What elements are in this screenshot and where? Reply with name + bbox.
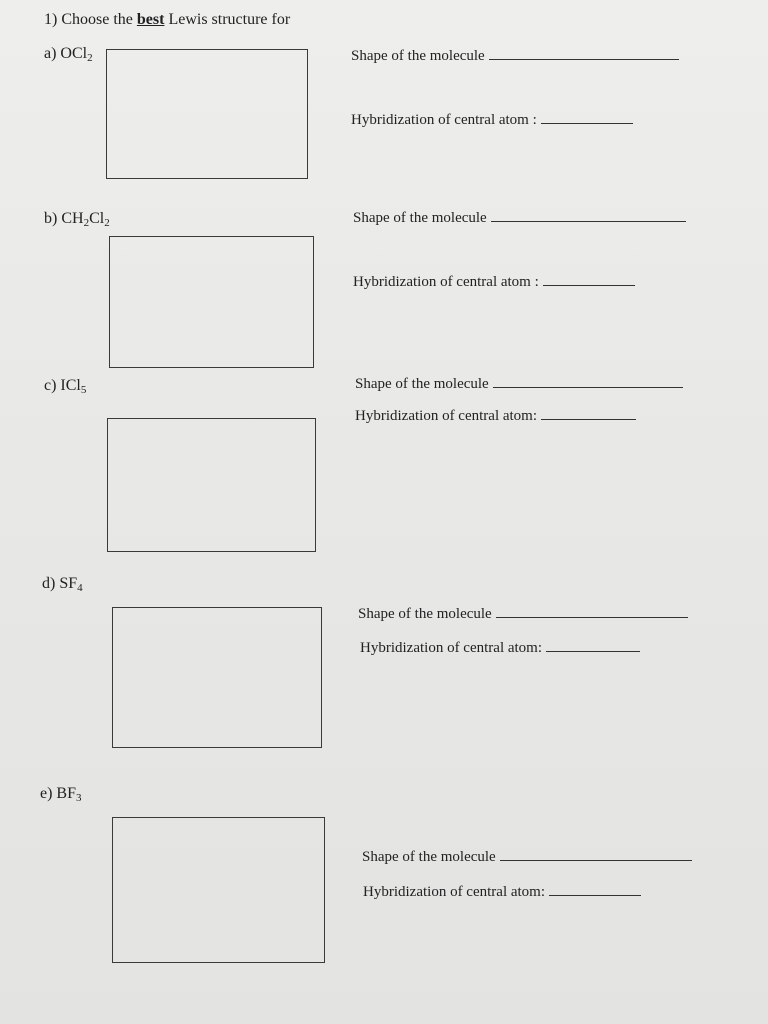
hybridization-answer-line[interactable] (546, 650, 640, 652)
shape-label: Shape of the molecule (351, 48, 485, 64)
shape-label: Shape of the molecule (353, 210, 487, 226)
shape-answer-line[interactable] (491, 220, 686, 222)
shape-answer-line[interactable] (496, 616, 688, 618)
molecule-label-e: e) $BF_3$ (40, 785, 82, 804)
question-emphasis: best (136, 11, 165, 28)
hybridization-label: Hybridization of central atom: (355, 408, 538, 424)
molecule-label-a: a) OCl$_2$ (44, 45, 93, 64)
hybridization-label: Hybridization of central atom: (363, 884, 546, 900)
hybridization-label: Hybridization of central atom : (351, 112, 537, 128)
shape-answer-line[interactable] (489, 58, 679, 60)
hybridization-label: Hybridization of central atom : (353, 274, 539, 290)
shape-label: Shape of the molecule (355, 376, 489, 392)
hybridization-field-b (353, 274, 635, 291)
shape-field-d (358, 606, 688, 623)
hybridization-field-e (363, 884, 641, 901)
hybridization-answer-line[interactable] (549, 894, 641, 896)
shape-answer-line[interactable] (500, 859, 692, 861)
hybridization-answer-line[interactable] (541, 122, 633, 124)
hybridization-field-a (351, 112, 633, 129)
question-title (44, 11, 290, 29)
shape-field-c (355, 376, 683, 393)
lewis-structure-box-a[interactable] (106, 49, 308, 179)
lewis-structure-box-b[interactable] (109, 236, 314, 368)
hybridization-field-d (360, 640, 640, 657)
lewis-structure-box-e[interactable] (112, 817, 325, 963)
shape-field-e (362, 849, 692, 866)
lewis-structure-box-c[interactable] (107, 418, 316, 552)
question-suffix: Lewis structure for (168, 11, 291, 28)
question-prefix: 1) Choose the (44, 11, 133, 28)
molecule-label-b: b) $CH_2Cl_2$ (44, 210, 110, 229)
shape-label: Shape of the molecule (362, 849, 496, 865)
shape-label: Shape of the molecule (358, 606, 492, 622)
hybridization-label: Hybridization of central atom: (360, 640, 543, 656)
molecule-label-d: d) $SF_4$ (42, 575, 83, 594)
shape-answer-line[interactable] (493, 386, 683, 388)
molecule-label-c: c) ICl$_5$ (44, 377, 87, 396)
shape-field-a (351, 48, 679, 65)
hybridization-answer-line[interactable] (543, 284, 635, 286)
hybridization-field-c (355, 408, 636, 425)
hybridization-answer-line[interactable] (541, 418, 636, 420)
lewis-structure-box-d[interactable] (112, 607, 322, 748)
shape-field-b (353, 210, 686, 227)
